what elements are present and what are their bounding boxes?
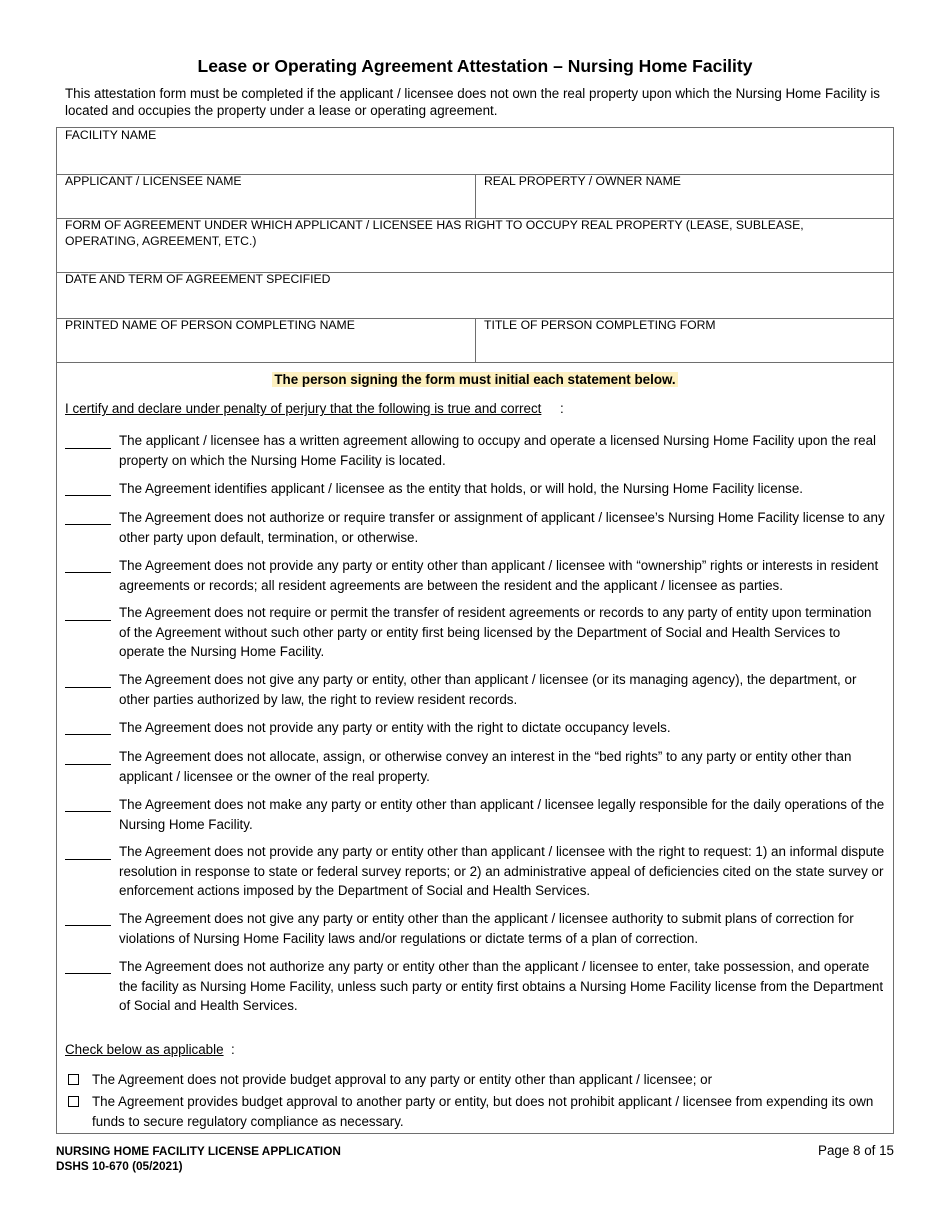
statement-item: The Agreement does not provide any party or entity with the right to dictate occupancy levels. bbox=[65, 718, 885, 738]
initial-notice: The person signing the form must initial each statement below. bbox=[274, 372, 676, 387]
statement-item: The Agreement does not provide any party or entity other than applicant / licensee with “ownership” rights or interests in resident agreements or records; all resident agreements are between the resident and the applicant / licensee as parties. bbox=[65, 556, 885, 596]
initial-blank[interactable] bbox=[65, 620, 111, 621]
footer-application-name: NURSING HOME FACILITY LICENSE APPLICATION bbox=[56, 1144, 341, 1158]
statement-item: The Agreement does not require or permit the transfer of resident agreements or records to any party of entity upon termination of the Agreement without such other party or entity first being licensed by the Department of Social and Health Services to operate the Nursing Home Facility. bbox=[65, 603, 885, 663]
statement-item: The applicant / licensee has a written agreement allowing to occupy and operate a licensed Nursing Home Facility upon the real property on which the Nursing Home Facility is located. bbox=[65, 431, 885, 471]
date-term-field[interactable]: DATE AND TERM OF AGREEMENT SPECIFIED bbox=[65, 272, 331, 286]
check-colon: : bbox=[231, 1042, 235, 1057]
statement-item: The Agreement does not give any party or entity other than the applicant / licensee authority to submit plans of correction for violations of Nursing Home Facility laws and/or regulations or dictate terms of a plan of correction. bbox=[65, 909, 885, 949]
footer-form-info bbox=[56, 1144, 341, 1174]
initial-blank[interactable] bbox=[65, 925, 111, 926]
checkbox[interactable] bbox=[68, 1074, 79, 1085]
check-heading: Check below as applicable bbox=[65, 1042, 224, 1057]
initial-blank[interactable] bbox=[65, 448, 111, 449]
facility-name-field[interactable]: FACILITY NAME bbox=[65, 128, 157, 142]
statement-item: The Agreement does not make any party or entity other than applicant / licensee legally responsible for the daily operations of the Nursing Home Facility. bbox=[65, 795, 885, 835]
attestation-form bbox=[56, 127, 894, 1134]
checkbox-option: The Agreement provides budget approval to another party or entity, but does not prohibit applicant / licensee from expending its own funds to secure regulatory compliance as necessary. bbox=[65, 1092, 885, 1132]
statement-item: The Agreement does not authorize or require transfer or assignment of applicant / licensee’s Nursing Home Facility license to any other party upon default, termination, or otherwise. bbox=[65, 508, 885, 548]
statement-item: The Agreement does not give any party or entity, other than applicant / licensee (or its managing agency), the department, or other parties authorized by law, the right to review resident records. bbox=[65, 670, 885, 710]
title-of-person-field[interactable]: TITLE OF PERSON COMPLETING FORM bbox=[484, 318, 716, 332]
initial-blank[interactable] bbox=[65, 572, 111, 573]
initial-blank[interactable] bbox=[65, 495, 111, 496]
printed-name-field[interactable]: PRINTED NAME OF PERSON COMPLETING NAME bbox=[65, 318, 355, 332]
checkbox[interactable] bbox=[68, 1096, 79, 1107]
footer-form-number: DSHS 10-670 (05/2021) bbox=[56, 1159, 183, 1173]
statement-item: The Agreement does not authorize any party or entity other than the applicant / licensee to enter, take possession, and operate the facility as Nursing Home Facility, unless such party or entity first obtains a Nursing Home Facility license from the Department of Social and Health Services. bbox=[65, 957, 885, 1017]
initial-blank[interactable] bbox=[65, 687, 111, 688]
intro-text: This attestation form must be completed if the applicant / licensee does not own the real property upon which the Nursing Home Facility is located and occupies the property under a lease or operating agreement. bbox=[65, 86, 881, 118]
checkbox-option: The Agreement does not provide budget approval to any party or entity other than applicant / licensee; or bbox=[65, 1070, 885, 1090]
initial-blank[interactable] bbox=[65, 973, 111, 974]
initial-blank[interactable] bbox=[65, 524, 111, 525]
certify-statement: I certify and declare under penalty of perjury that the following is true and correct bbox=[65, 401, 542, 416]
statement-item: The Agreement identifies applicant / licensee as the entity that holds, or will hold, the Nursing Home Facility license. bbox=[65, 479, 885, 499]
initial-blank[interactable] bbox=[65, 764, 111, 765]
page-title: Lease or Operating Agreement Attestation – Nursing Home Facility bbox=[197, 56, 753, 76]
initial-blank[interactable] bbox=[65, 811, 111, 812]
applicant-name-field[interactable]: APPLICANT / LICENSEE NAME bbox=[65, 174, 242, 188]
owner-name-field[interactable]: REAL PROPERTY / OWNER NAME bbox=[484, 174, 681, 188]
initial-blank[interactable] bbox=[65, 734, 111, 735]
page-number: Page 8 of 15 bbox=[818, 1143, 894, 1158]
certify-colon: : bbox=[560, 401, 564, 416]
statement-item: The Agreement does not provide any party or entity other than applicant / licensee with the right to request: 1) an informal dispute resolution in response to state or federal survey reports; or 2) an administrative appeal of deficiencies cited on the state survey or enforcement actions imposed by the Department of Social and Health Services. bbox=[65, 842, 885, 902]
initial-blank[interactable] bbox=[65, 859, 111, 860]
form-of-agreement-field[interactable]: FORM OF AGREEMENT UNDER WHICH APPLICANT / LICENSEE HAS RIGHT TO OCCUPY REAL PROPERTY (LEASE, SUBLEASE, OPERATING, AGREEMENT, ETC.) bbox=[65, 218, 804, 248]
statement-item: The Agreement does not allocate, assign, or otherwise convey an interest in the “bed rights” to any party or entity other than applicant / licensee or the owner of the real property. bbox=[65, 747, 885, 787]
